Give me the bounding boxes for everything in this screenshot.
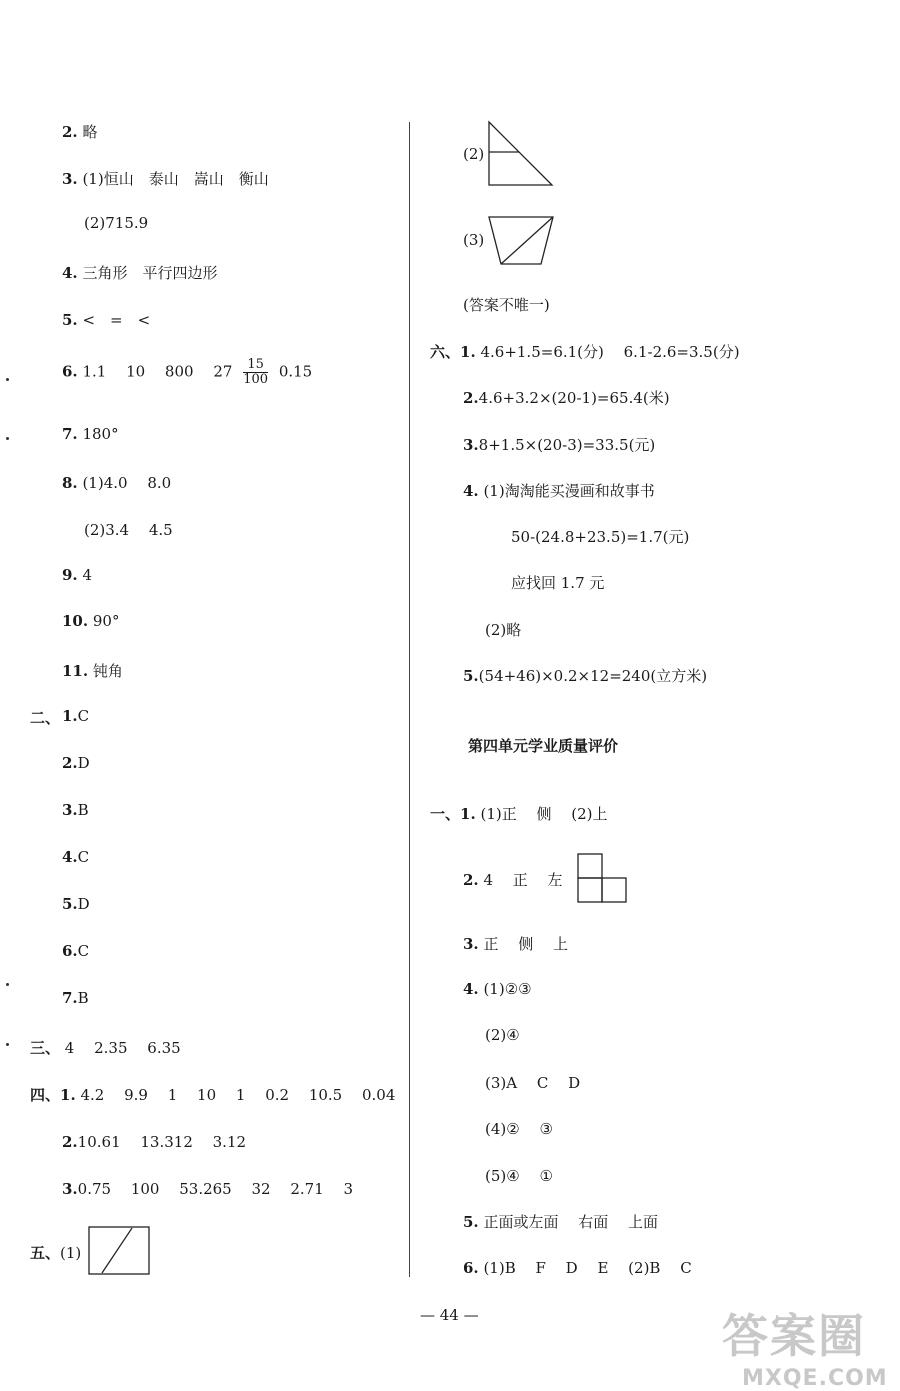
answer-note: (答案不唯一) [463,296,550,314]
u1-q4-5: (5)④ ① [485,1167,553,1185]
answer-q4: 4. 三角形 平行四边形 [62,264,218,282]
answer-q8-part2: (2)3.4 4.5 [84,521,173,539]
column-divider [409,122,410,1277]
sec6-q1: 六、1. 4.6+1.5=6.1(分) 6.1-2.6=3.5(分) [430,343,740,361]
figure-rectangle-diagonal [88,1226,150,1276]
page-number: — 44 — [420,1306,479,1324]
fraction: $\frac{15}{100}$ [243,357,269,387]
u1-q4-4: (4)② ③ [485,1120,553,1138]
sec2-item: 7.B [62,989,89,1007]
answer-q9: 9. 4 [62,566,92,584]
margin-dot [6,378,9,381]
answer-q3: 3. (1)恒山 泰山 嵩山 衡山 [62,170,269,188]
sec6-q2: 2.4.6+3.2×(20-1)=65.4(米) [463,389,670,407]
u1-q4-3: (3)A C D [485,1074,581,1092]
figure-block-view [577,853,629,905]
section-4-row1: 四、1. 4.2 9.9 1 10 1 0.2 10.5 0.04 [30,1086,396,1104]
figure-3-label: (3) [463,231,485,249]
sec2-item: 4.C [62,848,90,866]
u1-q2: 2. 4 正 左 [463,871,563,889]
answer-q2: 2. 略 [62,123,98,141]
sec2-item: 1.C [62,707,90,725]
margin-dot [6,983,9,986]
watermark-logo: 答案圈 [722,1309,866,1363]
sec6-q4-result: 应找回 1.7 元 [511,574,605,592]
sec2-item: 6.C [62,942,90,960]
margin-dot [6,437,9,440]
answer-q11: 11. 钝角 [62,662,123,680]
sec2-item: 2.D [62,754,90,772]
sec2-item: 3.B [62,801,89,819]
u1-q5: 5. 正面或左面 右面 上面 [463,1213,658,1231]
answer-q7: 7. 180° [62,425,119,443]
u1-q4: 4. (1)②③ [463,980,532,998]
u1-q3: 3. 正 侧 上 [463,935,568,953]
section-4-row2: 2.10.61 13.312 3.12 [62,1133,247,1151]
margin-dot [6,1043,9,1046]
section-4-row3: 3.0.75 100 53.265 32 2.71 3 [62,1180,354,1198]
u1-q4-2: (2)④ [485,1026,520,1044]
section-5: 五、(1) [30,1244,82,1262]
u1-q1: 一、1. (1)正 侧 (2)上 [430,805,608,823]
answer-q8: 8. (1)4.0 8.0 [62,474,172,492]
sec6-q4-calc: 50-(24.8+23.5)=1.7(元) [511,528,690,546]
figure-triangle-split [487,120,555,188]
sec6-q5: 5.(54+46)×0.2×12=240(立方米) [463,667,708,685]
sec2-item: 5.D [62,895,90,913]
answer-q10: 10. 90° [62,612,120,630]
watermark [722,1300,888,1391]
answer-q6: 6. 1.1 10 800 27 $\frac{15}{100}$ 0.15 [62,357,313,387]
unit-title: 第四单元学业质量评价 [468,737,619,755]
watermark-url: MXQE.COM [742,1366,888,1391]
section-3: 三、 4 2.35 6.35 [30,1039,181,1057]
sec6-q4-part2: (2)略 [485,621,522,639]
answer-q5: 5. < = < [62,311,151,329]
figure-trapezoid-split [487,215,557,267]
section-2-label: 二、 [30,709,61,727]
sec6-q4: 4. (1)淘淘能买漫画和故事书 [463,482,655,500]
answer-q3-part2: (2)715.9 [84,214,149,232]
u1-q6: 6. (1)B F D E (2)B C [463,1259,692,1277]
figure-2-label: (2) [463,145,485,163]
sec6-q3: 3.8+1.5×(20-3)=33.5(元) [463,436,656,454]
